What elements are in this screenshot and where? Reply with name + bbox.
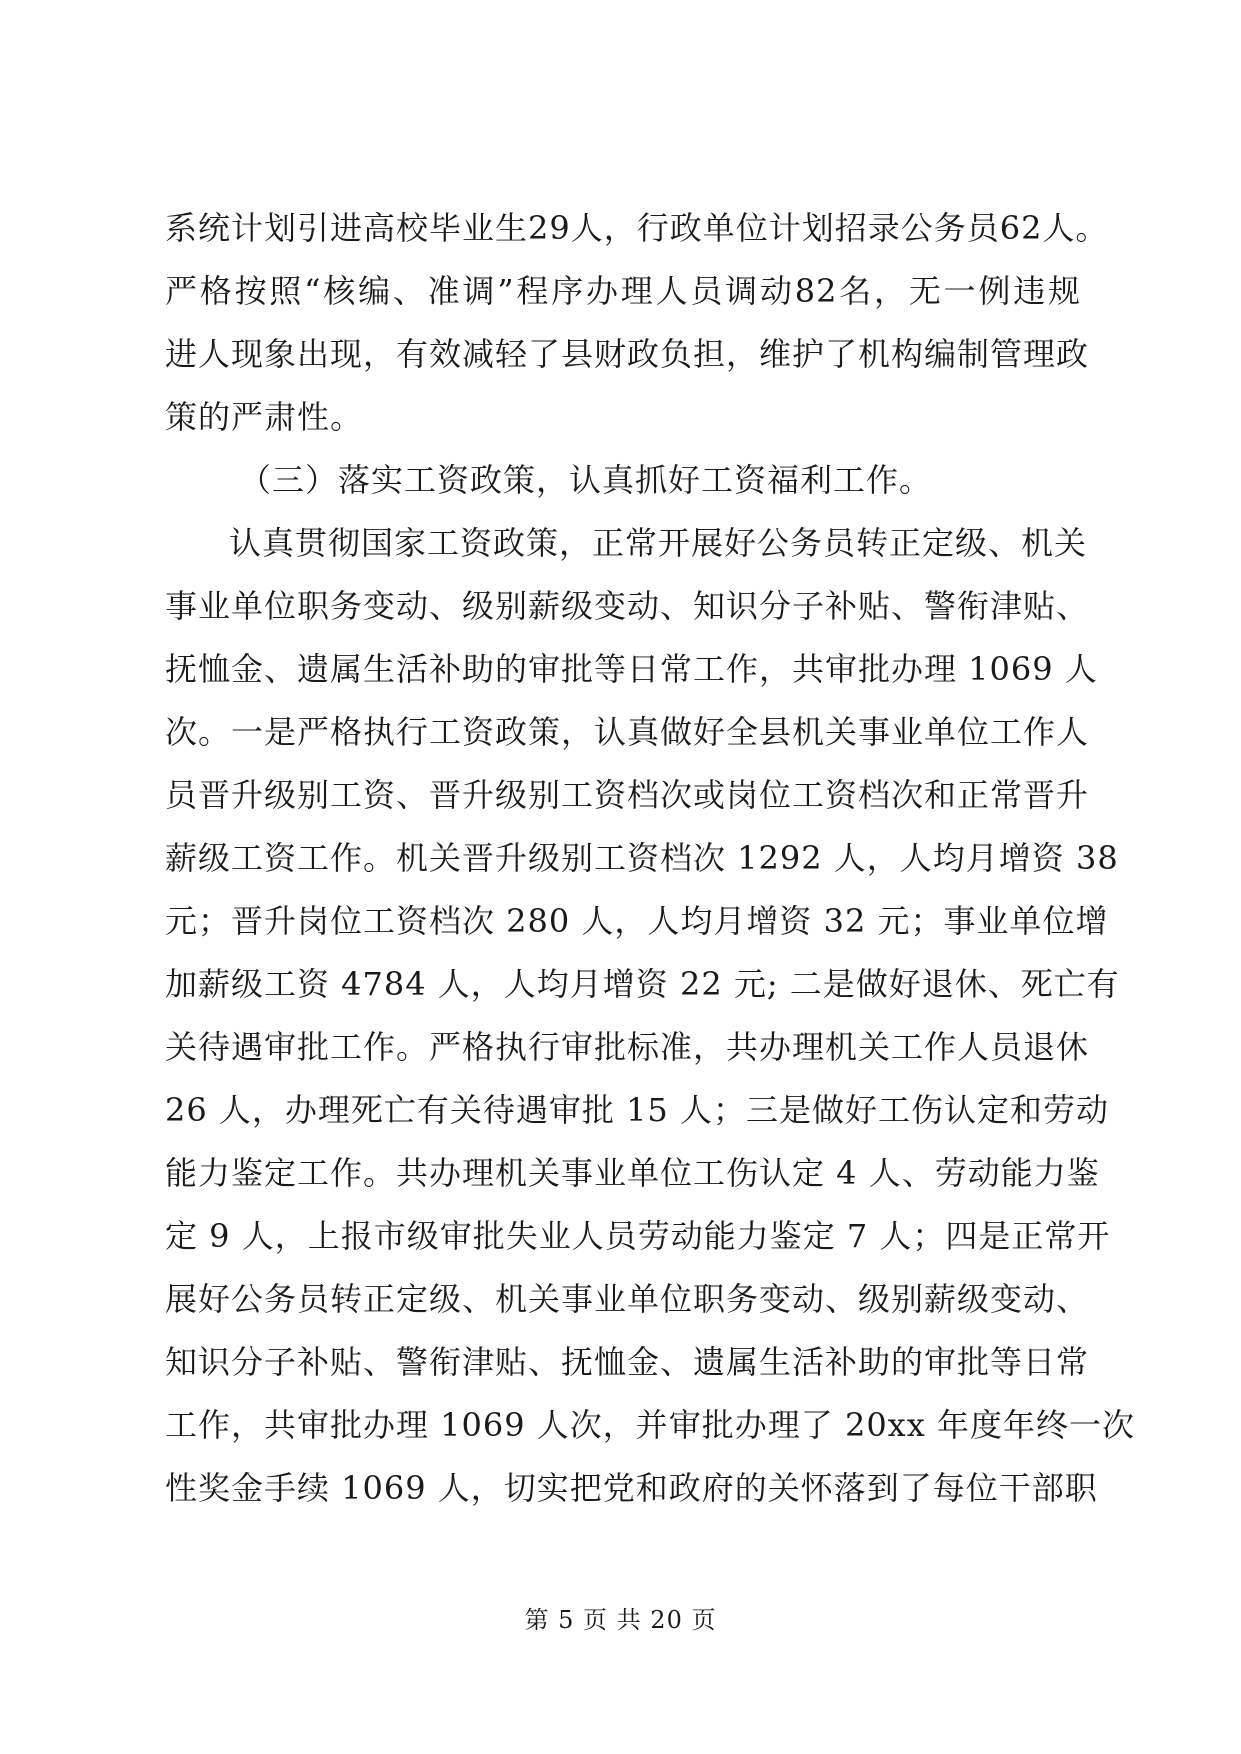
text-line: 关待遇审批工作。严格执行审批标准，共办理机关工作人员退休 [165,1028,1090,1066]
section-heading: （三）落实工资政策，认真抓好工资福利工作。 [239,461,933,499]
text-line: 知识分子补贴、警衔津贴、抚恤金、遗属生活补助的审批等日常 [165,1343,1090,1381]
paragraph-first-line: 认真贯彻国家工资政策，正常开展好公务员转正定级、机关 [229,524,1088,562]
text-line: 策的严肃性。 [165,398,364,436]
text-line: 事业单位职务变动、级别薪级变动、知识分子补贴、警衔津贴、 [165,587,1090,625]
text-line: 进人现象出现，有效减轻了县财政负担，维护了机构编制管理政 [165,335,1090,373]
page-number-footer: 第 5 页 共 20 页 [524,1606,717,1634]
text-line: 展好公务员转正定级、机关事业单位职务变动、级别薪级变动、 [165,1280,1090,1318]
text-line: 26 人，办理死亡有关待遇审批 15 人；三是做好工伤认定和劳动 [165,1091,1109,1129]
text-line: 员晋升级别工资、晋升级别工资档次或岗位工资档次和正常晋升 [165,776,1090,814]
text-line: 薪级工资工作。机关晋升级别工资档次 1292 人，人均月增资 38 [165,839,1119,877]
text-line: 能力鉴定工作。共办理机关事业单位工伤认定 4 人、劳动能力鉴 [165,1154,1100,1192]
text-line: 加薪级工资 4784 人，人均月增资 22 元; 二是做好退休、死亡有 [165,965,1120,1003]
text-line: 元；晋升岗位工资档次 280 人，人均月增资 32 元；事业单位增 [165,902,1109,940]
text-line: 抚恤金、遗属生活补助的审批等日常工作，共审批办理 1069 人 [165,650,1098,688]
text-line: 系统计划引进高校毕业生29人，行政单位计划招录公务员62人。 [165,209,1109,247]
text-line: 工作，共审批办理 1069 人次，并审批办理了 20xx 年度年终一次 [165,1406,1135,1444]
text-line: 性奖金手续 1069 人，切实把党和政府的关怀落到了每位干部职 [165,1469,1098,1507]
text-line: 次。一是严格执行工资政策，认真做好全县机关事业单位工作人 [165,713,1090,751]
text-line: 定 9 人，上报市级审批失业人员劳动能力鉴定 7 人；四是正常开 [165,1217,1111,1255]
text-line: 严格按照“核编、准调”程序办理人员调动82名，无一例违规 [165,272,1081,310]
